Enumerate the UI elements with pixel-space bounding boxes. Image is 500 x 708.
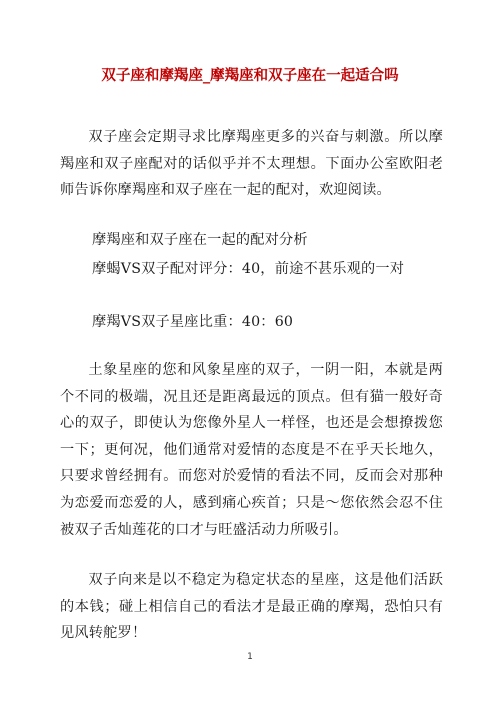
body-paragraph-3: 双子向来是以不稳定为稳定状态的星座，这是他们活跃的本钱；碰上相信自己的看法才是最正确的摩羯，恐怕只有见风转舵罗！ <box>60 572 443 642</box>
document-title: 双子座和摩羯座_摩羯座和双子座在一起适合吗 <box>101 68 399 84</box>
ratio-line: 摩羯VS双子星座比重：40：60 <box>92 314 294 330</box>
analysis-heading: 摩羯座和双子座在一起的配对分析 <box>92 232 308 248</box>
page-number: 1 <box>247 652 253 662</box>
score-line: 摩蝎VS双子配对评分：40，前途不甚乐观的一对 <box>92 261 405 277</box>
intro-paragraph: 双子座会定期寻求比摩羯座更多的兴奋与刺激。所以摩羯座和双子座配对的话似乎并不太理想。下面办公室欧阳老师告诉你摩羯座和双子座在一起的配对，欢迎阅读。 <box>60 129 443 199</box>
body-paragraph-2: 土象星座的您和风象星座的双子，一阴一阳，本就是两个不同的极端，况且还是距离最远的顶点。但有猫一般好奇心的双子，即使认为您像外星人一样怪，也还是会想撩拨您一下；更何况，他们通常对爱情的态度是不在乎天长地久，只要求曾经拥有。而您对於爱情的看法不同，反而会对那种为恋爱而恋爱的人，感到痛心疾首；只是～您依然会忍不住被双子舌灿莲花的口才与旺盛活动力所吸引。 <box>60 362 443 538</box>
